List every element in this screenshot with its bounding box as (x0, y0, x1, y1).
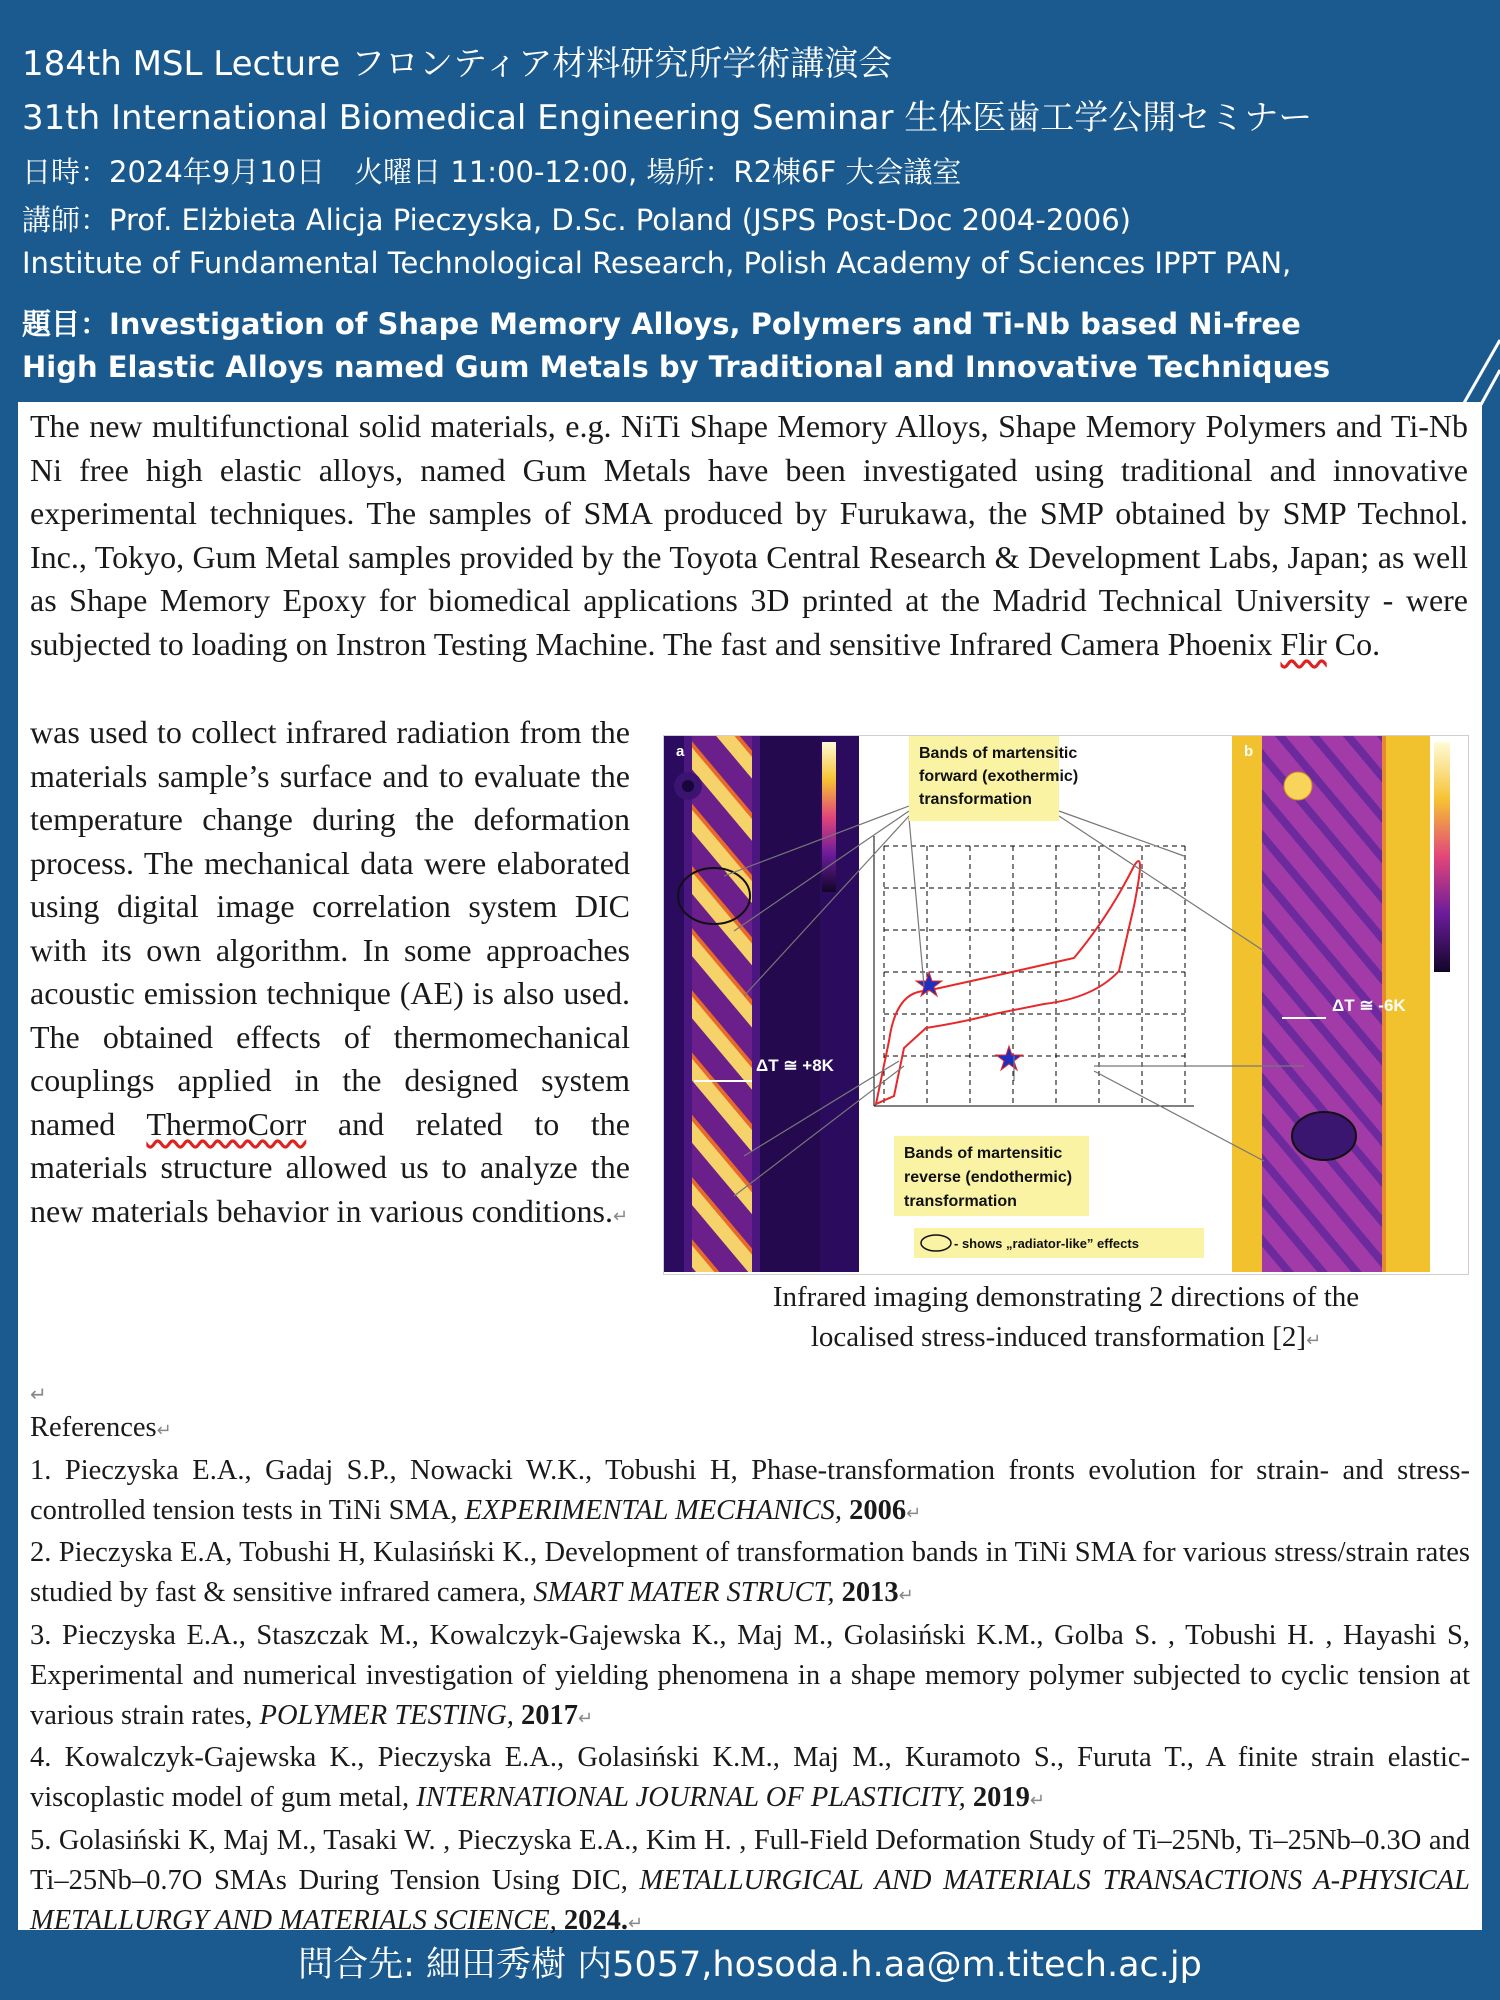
label-reverse (894, 1136, 1089, 1216)
figure-caption: Infrared imaging demonstrating 2 directions of the localised stress-induced transformation [2]↵ (772, 1281, 1360, 1353)
panel-b-label: b (1244, 743, 1254, 760)
contact-footer: 問合先: 細田秀樹 内5057,hosoda.h.aa@m.titech.ac.jp (298, 1945, 1202, 1985)
reference-2: 2. Pieczyska E.A, Tobushi H, Kulasiński K., Development of transformation bands in TiNi SMA for various stress/strain rates studied by fast & sensitive infrared camera, SMART MATER STRUCT, 2013↵ (30, 1537, 1470, 1609)
svg-text:- shows „radiator-like” effect: - shows „radiator-like” effects (954, 1236, 1139, 1251)
delta-t-plus: ΔT ≅ +8K (756, 1056, 834, 1075)
label-radiator (914, 1228, 1204, 1258)
spellcheck-word-flir: Flir (1280, 625, 1327, 662)
svg-text:transformation: transformation (919, 791, 1032, 808)
svg-text:Bands of martensitic: Bands of martensitic (904, 1145, 1063, 1162)
references: ↵ References↵ 1. Pieczyska E.A., Gadaj S.P., Nowacki W.K., Tobushi H, Phase-transformation fronts evolution for strain- and stress- controlled tension tests in TiNi SMA, EXPERIMENTAL MECHANICS, 2006↵ 2. Pieczyska E.A, Tobushi H, Kulasiński K., Development of transformation bands in TiNi SMA for various stress/strain rates studied by fast & sensitive infrared camera, SMART MATER STRUCT, 2013↵ 3. Pieczyska E.A., Staszczak M., Kowalczyk-Gajewska K., Maj M., Golasiński K.M., Golba S. , Tobushi H. , Hayashi S, Experimental and numerical investigation of yielding phenomena in a shape memory polymer subjected to cyclic tension at various strain rates, POLYMER TESTING, 2017↵ 4. Kowalczyk-Gajewska K., Pieczyska E.A., Golasiński K.M., Maj M., Kuramoto S., Furuta T., A finite strain elastic-viscoplastic model of gum metal, INTERNATIONAL JOURNAL OF PLASTICITY, 2019↵ 5. Golasiński K, Maj M., Tasaki W. , Pieczyska E.A., Kim H. , Full-Field Deformation Study of Ti–25Nb, Ti–25Nb–0.3O and Ti–25Nb–0.7O SMAs During Tension Using DIC, METALLURGICAL AND MATERIALS TRANSACTIONS A-PHYSICAL METALLURGY AND MATERIALS SCIENCE, 2024.↵ (30, 1382, 1470, 1943)
infrared-figure-svg (664, 736, 1468, 1274)
header (0, 0, 1500, 402)
svg-text:forward (exothermic): forward (exothermic) (919, 768, 1079, 785)
svg-text:Bands of martensitic: Bands of martensitic (919, 745, 1078, 762)
reference-1: 1. Pieczyska E.A., Gadaj S.P., Nowacki W.K., Tobushi H, Phase-transformation fronts evolution for strain- and stress- controlled tension tests in TiNi SMA, EXPERIMENTAL MECHANICS, 2006↵ (30, 1454, 1470, 1526)
lecture-title: 184th MSL Lecture フロンティア材料研究所学術講演会 (22, 44, 893, 84)
talk-title-line2: High Elastic Alloys named Gum Metals by Traditional and Innovative Techniques (22, 350, 1331, 384)
delta-t-minus: ΔT ≅ -6K (1332, 996, 1406, 1015)
decorative-lines (1380, 300, 1500, 410)
svg-text:transformation: transformation (904, 1193, 1017, 1210)
content-panel (18, 402, 1482, 1936)
ir-image-a (664, 736, 859, 1272)
panel-a-label: a (676, 743, 685, 760)
reference-3: 3. Pieczyska E.A., Staszczak M., Kowalczyk-Gajewska K., Maj M., Golasiński K.M., Golba S. , Tobushi H. , Hayashi S, Experimental and numerical investigation of yielding phenomena in a shape memory polymer subjected to cyclic tension at various strain rates, POLYMER TESTING, 2017↵ (30, 1619, 1470, 1731)
abstract-left-paragraph: was used to collect infrared radiation from the materials sample’s surface and to evaluate the temperature change during the deformation process. The mechanical data were elaborated using digital image correlation system DIC with its own algorithm. In some approaches acoustic emission technique (AE) is also used. The obtained effects of thermomechanical couplings applied in the designed system named ThermoCorr and related to the materials structure allowed us to analyze the new materials behavior in various conditions.↵ (30, 714, 631, 1229)
seminar-title: 31th International Biomedical Engineering Seminar 生体医歯工学公開セミナー (22, 98, 1313, 138)
abstract-top-paragraph: The new multifunctional solid materials, e.g. NiTi Shape Memory Alloys, Shape Memory Polymers and Ti-Nb Ni free high elastic alloys, named Gum Metals have been investigated using traditional and innovative experimental techniques. The samples of SMA produced by Furukawa, the SMP obtained by SMP Technol. Inc., Tokyo, Gum Metal samples provided by the Toyota Central Research & Development Labs, Japan; as well as Shape Memory Epoxy for biomedical applications 3D printed at the Madrid Technical University - were subjected to loading on Instron Testing Machine. The fast and sensitive Infrared Camera Phoenix Flir Co. (30, 408, 1468, 662)
svg-text:reverse (endothermic): reverse (endothermic) (904, 1169, 1073, 1186)
reference-5: 5. Golasiński K, Maj M., Tasaki W. , Pieczyska E.A., Kim H. , Full-Field Deformation Study of Ti–25Nb, Ti–25Nb–0.3O and Ti–25Nb–0.7O SMAs During Tension Using DIC, METALLURGICAL AND MATERIALS TRANSACTIONS A-PHYSICAL METALLURGY AND MATERIALS SCIENCE, 2024.↵ (30, 1824, 1470, 1936)
talk-title-line1: 題目：Investigation of Shape Memory Alloys, Polymers and Ti-Nb based Ni-free (22, 307, 1301, 341)
infrared-figure (663, 735, 1469, 1275)
stress-strain-plot (864, 826, 1226, 1126)
references-heading: References (30, 1412, 157, 1443)
date-venue: 日時：2024年9月10日 火曜日 11:00-12:00, 場所：R2棟6F 大会議室 (22, 155, 962, 189)
institute: Institute of Fundamental Technological Research, Polish Academy of Sciences IPPT PAN, (22, 246, 1292, 280)
reference-4: 4. Kowalczyk-Gajewska K., Pieczyska E.A., Golasiński K.M., Maj M., Kuramoto S., Furuta T., A finite strain elastic-viscoplastic model of gum metal, INTERNATIONAL JOURNAL OF PLASTICITY, 2019↵ (30, 1742, 1470, 1814)
label-forward (909, 736, 1078, 821)
spellcheck-word-thermocorr: ThermoCorr (146, 1105, 307, 1142)
lecturer: 講師：Prof. Elżbieta Alicja Pieczyska, D.Sc. Poland (JSPS Post-Doc 2004-2006) (22, 203, 1131, 237)
